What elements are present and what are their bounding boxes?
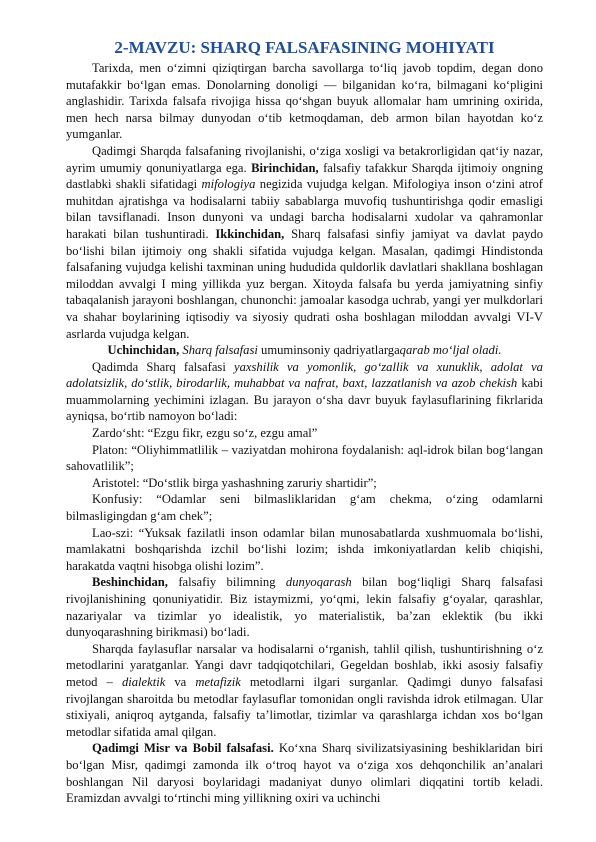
- quote-platon: Platon: “Oliyhimmatlilik – vaziyatdan mohirona foydalanish: aql-idrok bilan bogʻlangan sahovatlilik”;: [66, 442, 543, 474]
- paragraph-egypt-babylon: [66, 740, 543, 806]
- paragraph-text: falsafiy tafakkur Sharqda ijtimoiy ongning dastlabki shakli sifatidagi: [66, 160, 543, 192]
- paragraph-text: metodlarni ilgari surganlar. Qadimgi dunyo falsafasi rivojlangan sharoitda bu metodlar faylasuflar tomonidan ongli ravishda idrok etilmagan. Ular stixiyali, aniqroq aytganda, falsafiy taʼlimotlar, tizimlar va qarashlarga ichdan xos boʻlgan metodlar sifatida amal qilgan.: [66, 674, 543, 739]
- document-page: [66, 38, 543, 807]
- quote-konfusiy: Konfusiy: “Odamlar seni bilmasliklaridan gʻam chekma, oʻzing odamlarni bilmasligingdan gʻam chek”;: [66, 492, 543, 524]
- paragraph-text: Qadimgi Sharqda falsafaning rivojlanishi, oʻziga xosligi va betakrorligidan qatʻiy nazar, ayrim umumiy qonuniyatlarga ega.: [66, 143, 543, 175]
- quote-zardusht: Zardoʻsht: “Ezgu fikr, ezgu soʻz, ezgu amal”: [92, 426, 318, 441]
- paragraph-general-laws: [66, 143, 543, 342]
- paragraph-text: Qadimda Sharq falsafasi: [92, 359, 226, 374]
- quote-aristotel: Aristotel: “Doʻstlik birga yashashning zaruriy shartidir”;: [92, 475, 377, 490]
- paragraph-text: kabi muammolarning yechimini izlagan. Bu jarayon oʻsha davr buyuk faylasuflarining fikrlarida ayniqsa, boʻrtib namoyon boʻladi:: [66, 376, 543, 424]
- italic-term-dialectic: dialektik: [121, 674, 166, 689]
- italic-term-metaphysic: metafizik: [195, 674, 241, 689]
- bold-term-first: Birinchidan,: [251, 160, 319, 175]
- italic-term-worldview: dunyoqarash: [285, 575, 352, 590]
- paragraph-methods: [66, 641, 543, 741]
- bold-term-third: Uchinchidan,: [107, 343, 180, 358]
- bold-term-second: Ikkinchidan,: [215, 226, 285, 241]
- italic-term: Sharq falsafasi: [182, 343, 258, 358]
- paragraph-values: [66, 359, 543, 425]
- italic-term: qarab moʻljal oladi.: [399, 343, 502, 358]
- paragraph-text: bilan bogʻliqligi Sharq falsafasi rivojlanishining qonuniyatidir. Biz istaymizmi, yoʻqmi, lekin falsafiy gʻoyalar, qarashlar, nazariyalar va tizimlar yo idealistik, yo materialistik, baʼzan eklektik (bu ikki dunyoqarashning birikmasi) boʻladi.: [66, 575, 544, 640]
- paragraph-third: [66, 342, 543, 359]
- bold-term-fifth: Beshinchidan,: [92, 575, 168, 590]
- page-title: 2-MAVZU: SHARQ FALSAFASINING MOHIYATI: [114, 38, 495, 57]
- paragraph-text: Sharqda faylasuflar narsalar va hodisalarni oʻrganish, tahlil qilish, tushuntirishning oʻz metodlarini yaratganlar. Yangi davr tadqiqotchilari, Gegeldan boshlab, ikki asosiy falsafiy metod –: [66, 641, 543, 689]
- paragraph-worldview: [66, 574, 543, 640]
- paragraph-text: negizida vujudga kelgan. Mifologiya inson oʻzini atrof muhitdan ajratishga va hodisalarni tabiiy sabablarga muvofiq tushuntirishga qodir emasligi bilan tavsiflanadi. Inson dunyoni va undagi barcha hodisalarni xudolar va qahramonlar harakati bilan tushuntiradi.: [66, 177, 543, 241]
- paragraph-text: va: [174, 674, 187, 689]
- paragraph-text: Sharq falsafasi sinfiy jamiyat va davlat paydo boʻlishi bilan ijtimoiy ong shakli sifatida vujudga kelgan. Masalan, qadimgi Hindistonda falsafaning vujudga kelishi taxminan uning hududida quldorlik davlatlari shakllana boshlagan miloddan avvalgi I ming yillikda yuz bergan. Xitoyda falsafa bu yerda jamiyatning sinfiy tabaqalanish jarayoni boshlangan, chunonchi: jamoalar kasodga uchrab, yangi yer mulkdorlari va shahar boylarining iqtisodiy va siyosiy qudrati osha boshlagan miloddan avvalgi VI-V asrlarda vujudga kelgan.: [66, 226, 543, 341]
- paragraph-text: falsafiy bilimning: [178, 575, 276, 590]
- paragraph-intro: Tarixda, men oʻzimni qiziqtirgan barcha savollarga toʻliq javob topdim, degan dono mutafakkir boʻlgan emas. Donolarning donoligi — bilganidan koʻra, bilmagani koʻpligini anglashidir. Tarixda falsafa rivojiga hissa qoʻshgan buyuk allomalar ham umrining oxirida, men hech narsa bilmay dunyodan oʻtib ketmoqdaman, deb armon bilan hayotdan koʻz yumganlar.: [66, 61, 543, 142]
- quote-lao-szi: Lao-szi: “Yuksak fazilatli inson odamlar bilan munosabatlarda xushmuomala boʻlishi, mamlakatni boshqarishda izchil boʻlishi lozim; ishda imkoniyatlardan kelib chiqishi, harakatda vaqtni hisobga olishi lozim”.: [66, 525, 543, 573]
- section-heading-egypt-babylon: Qadimgi Misr va Bobil falsafasi.: [92, 741, 274, 756]
- paragraph-text: Koʻxna Sharq sivilizatsiyasining beshiklaridan biri boʻlgan Misr, qadimgi zamonda ilk oʻtroq hayot va oʻziga xos dehqonchilik anʼanalari boshlangan Nil daryosi boylaridagi madaniyat dunyo olimlari diqqatini tortib keladi. Eramizdan avvalgi toʻrtinchi ming yillikning oxiri va uchinchi: [66, 741, 543, 806]
- italic-term-values: yaxshilik va yomonlik, goʻzallik va xunuklik, adolat va adolatsizlik, doʻstlik, birodarlik, muhabbat va nafrat, baxt, lazzatlanish va azob chekish: [66, 359, 543, 391]
- italic-term-mythology: mifologiya: [201, 177, 256, 192]
- paragraph-text: umuminsoniy qadriyatlarga: [261, 343, 400, 358]
